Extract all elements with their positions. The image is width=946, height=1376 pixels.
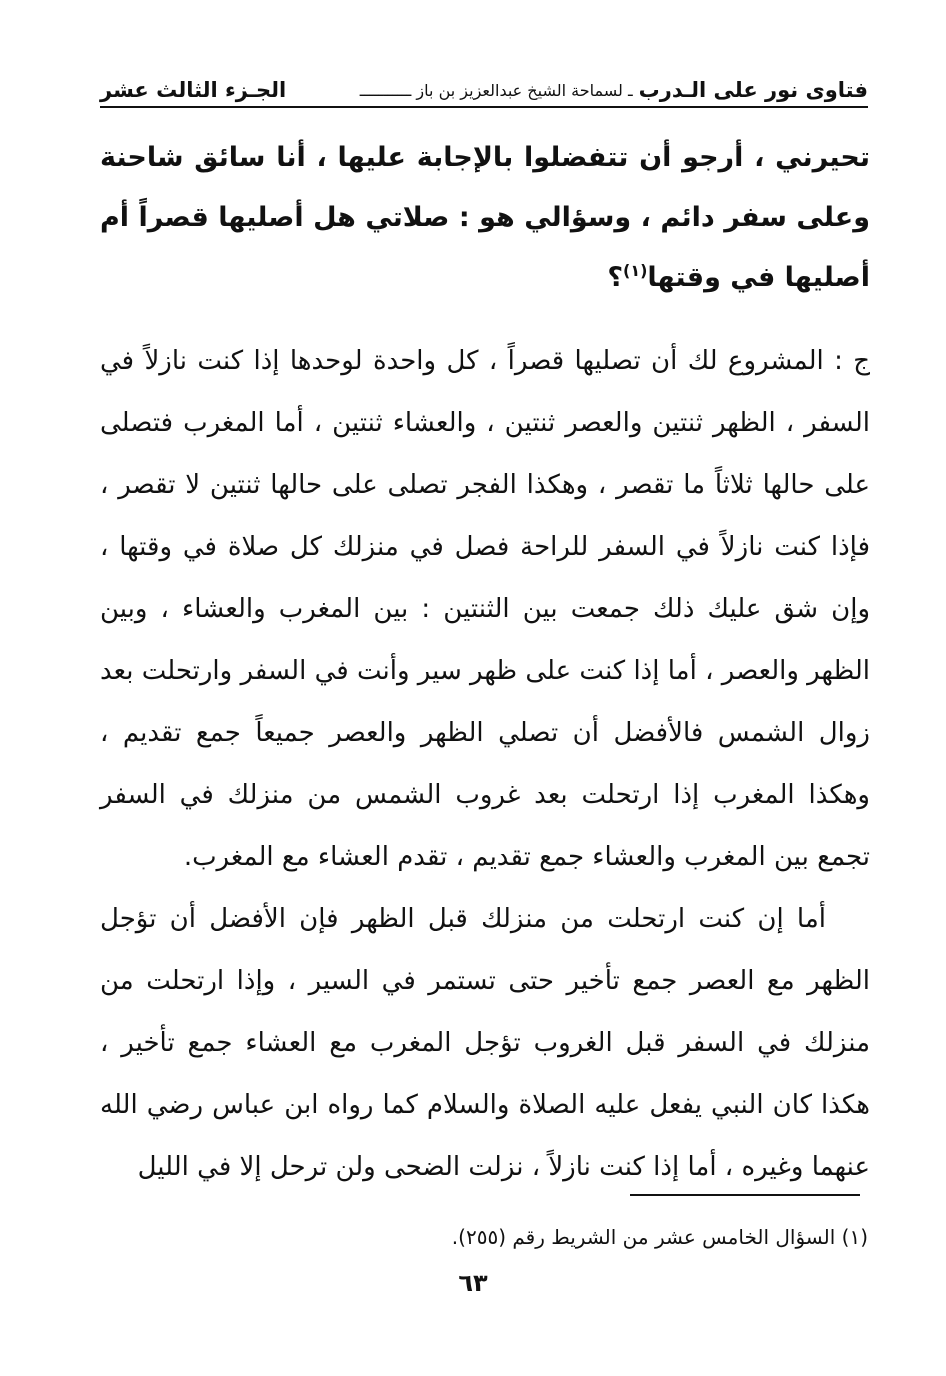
page-number: ٦٣ <box>458 1269 488 1297</box>
running-header <box>100 74 868 108</box>
question-text <box>100 128 870 308</box>
header-title-group <box>360 78 868 102</box>
question-body: تحيرني ، أرجو أن تتفضلوا بالإجابة عليها ، أنا سائق شاحنة وعلى سفر دائم ، وسؤالي هو : صلاتي هل أصليها قصراً أم أصليها في وقتها <box>100 142 870 293</box>
footnote-marker: (١) <box>623 261 648 280</box>
author-line: ـ لسماحة الشيخ عبدالعزيز بن باز ـــــــــــ <box>359 81 633 100</box>
volume-label: الجـزء الثالث عشر <box>100 78 287 102</box>
footnote: (١) السؤال الخامس عشر من الشريط رقم (٢٥٥). <box>451 1225 868 1249</box>
question-end-mark: ؟ <box>607 262 624 293</box>
book-title: فتاوى نور على الـدرب <box>638 78 868 102</box>
answer-paragraph: ج : المشروع لك أن تصليها قصراً ، كل واحدة لوحدها إذا كنت نازلاً في السفر ، الظهر ثنتين والعصر ثنتين ، والعشاء ثنتين ، أما المغرب فتصلى على حالها ثلاثاً ما تقصر ، وهكذا الفجر تصلى على حالها ثنتين لا تقصر ، فإذا كنت نازلاً في السفر للراحة فصل في منزلك كل صلاة في وقتها ، وإن شق عليك ذلك جمعت بين الثنتين : بين المغرب والعشاء ، وبين الظهر والعصر ، أما إذا كنت على ظهر سير وأنت في السفر وارتحلت بعد زوال الشمس فالأفضل أن تصلي الظهر والعصر جميعاً جمع تقديم ، وهكذا المغرب إذا ارتحلت بعد غروب الشمس من منزلك في السفر تجمع بين المغرب والعشاء جمع تقديم ، تقدم العشاء مع المغرب. <box>100 346 870 872</box>
footnote-divider <box>630 1194 860 1196</box>
answer-body <box>100 330 870 1198</box>
answer-paragraph: أما إن كنت ارتحلت من منزلك قبل الظهر فإن الأفضل أن تؤجل الظهر مع العصر جمع تأخير حتى تستمر في السير ، وإذا ارتحلت من منزلك في السفر قبل الغروب تؤجل المغرب مع العشاء جمع تأخير ، هكذا كان النبي يفعل عليه الصلاة والسلام كما رواه ابن عباس رضي الله عنهما وغيره ، أما إذا كنت نازلاً ، نزلت الضحى ولن ترحل إلا في الليل <box>100 904 870 1182</box>
